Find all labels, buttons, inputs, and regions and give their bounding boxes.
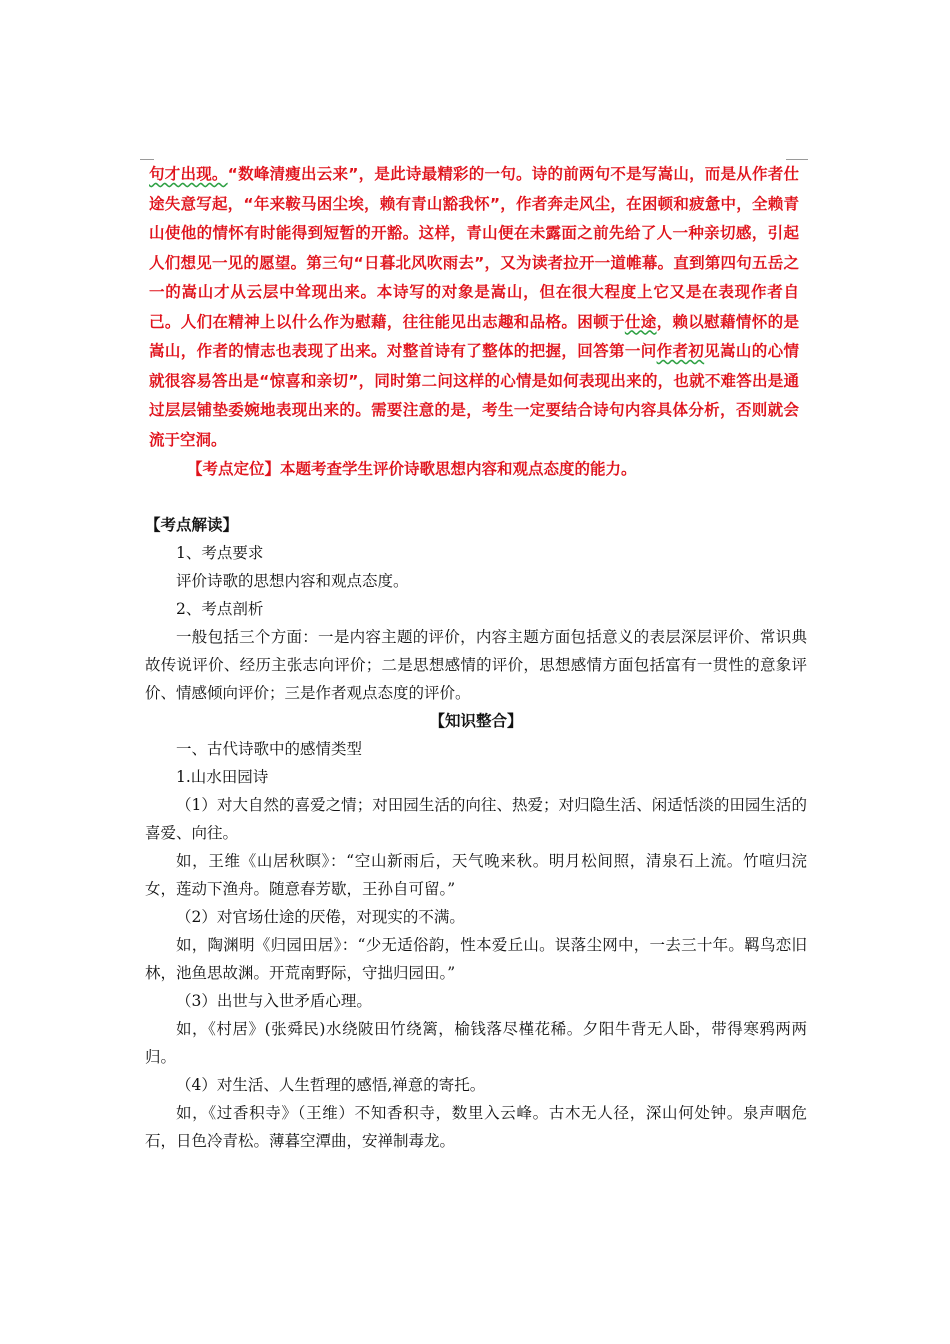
item-3: （3）出世与入世矛盾心理。: [176, 992, 372, 1010]
main-content: [145, 511, 807, 1155]
example-1: 如，王维《山居秋暝》：“空山新雨后，天气晚来秋。明月松间照，清泉石上流。竹喧归浣女，莲动下渔舟。随意春芳歇，王孙自可留。”: [145, 852, 807, 898]
item-1: （1）对大自然的喜爱之情；对田园生活的向往、热爱；对归隐生活、闲适恬淡的田园生活的喜爱、向往。: [145, 796, 807, 842]
analysis-text-start: 句才出现。: [149, 165, 228, 183]
answer-analysis-block: [149, 160, 799, 485]
analysis-text: 一般包括三个方面：一是内容主题的评价，内容主题方面包括意义的表层深层评价、常识典故传说评价、经历主张志向评价；二是思想感情的评价，思想感情方面包括富有一贯性的意象评价、情感倾向评价；三是作者观点态度的评价。: [145, 628, 807, 702]
example-3: 如，《村居》(张舜民)水绕陂田竹绕篱，榆钱落尽槿花稀。夕阳牛背无人卧，带得寒鸦两两归。: [145, 1020, 807, 1066]
analysis-text: “数峰清瘦出云来”，是此诗最精彩的一句。诗的前两句不是写嵩山，而是从作者仕途失意写起，“年来鞍马困尘埃，赖有青山豁我怀”，作者奔走风尘，在困顿和疲惫中，全赖青山使他的情怀有时能得到短暂的开豁。这样，青山便在未露面之前先给了人一种亲切感，引起人们想见一见的愿望。第三句“日暮北风吹雨去”，又为读者拉开一道帷幕。直到第四句五岳之一的嵩山才从云层中耸现出来。本诗写的对象是嵩山，但在很大程度上它又是在表现作者自己。人们在精神上以什么作为慰藉，往往能见出志趣和品格。困顿于: [149, 165, 799, 331]
item-4: （4）对生活、人生哲理的感悟,禅意的寄托。: [176, 1076, 486, 1094]
analysis-text-wavy-1: 仕途: [624, 312, 657, 331]
section-title-integration: 【知识整合】: [429, 711, 523, 730]
emotion-types-heading: 一、古代诗歌中的感情类型: [176, 740, 363, 758]
exam-focus-line: 【考点定位】本题考查学生评价诗歌思想内容和观点态度的能力。: [187, 460, 637, 478]
requirement-text: 评价诗歌的思想内容和观点态度。: [176, 572, 409, 590]
example-2: 如，陶渊明《归园田居》：“少无适俗韵，性本爱丘山。误落尘网中，一去三十年。羁鸟恋旧林，池鱼思故渊。开荒南野际，守拙归园田。”: [145, 936, 807, 982]
requirement-heading: 1、考点要求: [176, 544, 264, 562]
analysis-text-wavy-2: 作者初: [656, 342, 705, 360]
analysis-paragraph: [149, 160, 799, 455]
item-2: （2）对官场仕途的厌倦，对现实的不满。: [176, 908, 465, 926]
analysis-heading: 2、考点剖析: [176, 600, 264, 618]
example-4: 如，《过香积寺》（王维）不知香积寺，数里入云峰。古木无人径，深山何处钟。泉声咽危石，日色冷青松。薄暮空潭曲，安禅制毒龙。: [145, 1104, 807, 1150]
poem-type-heading: 1.山水田园诗: [176, 768, 269, 786]
section-title-interpretation: 【考点解读】: [145, 515, 239, 534]
analysis-text-cont: ，赖以慰藉情怀的是嵩山，作者的情志也表现了出来。对整首诗有了整体的把握，回答第一问: [149, 312, 799, 360]
analysis-text-end: 见嵩山的心情就很容易答出是“惊喜和亲切”，同时第二问这样的心情是如何表现出来的，也就不难答出是通过层层铺垫委婉地表现出来的。需要注意的是，考生一定要结合诗句内容具体分析，否则就会流于空洞。: [149, 342, 799, 449]
